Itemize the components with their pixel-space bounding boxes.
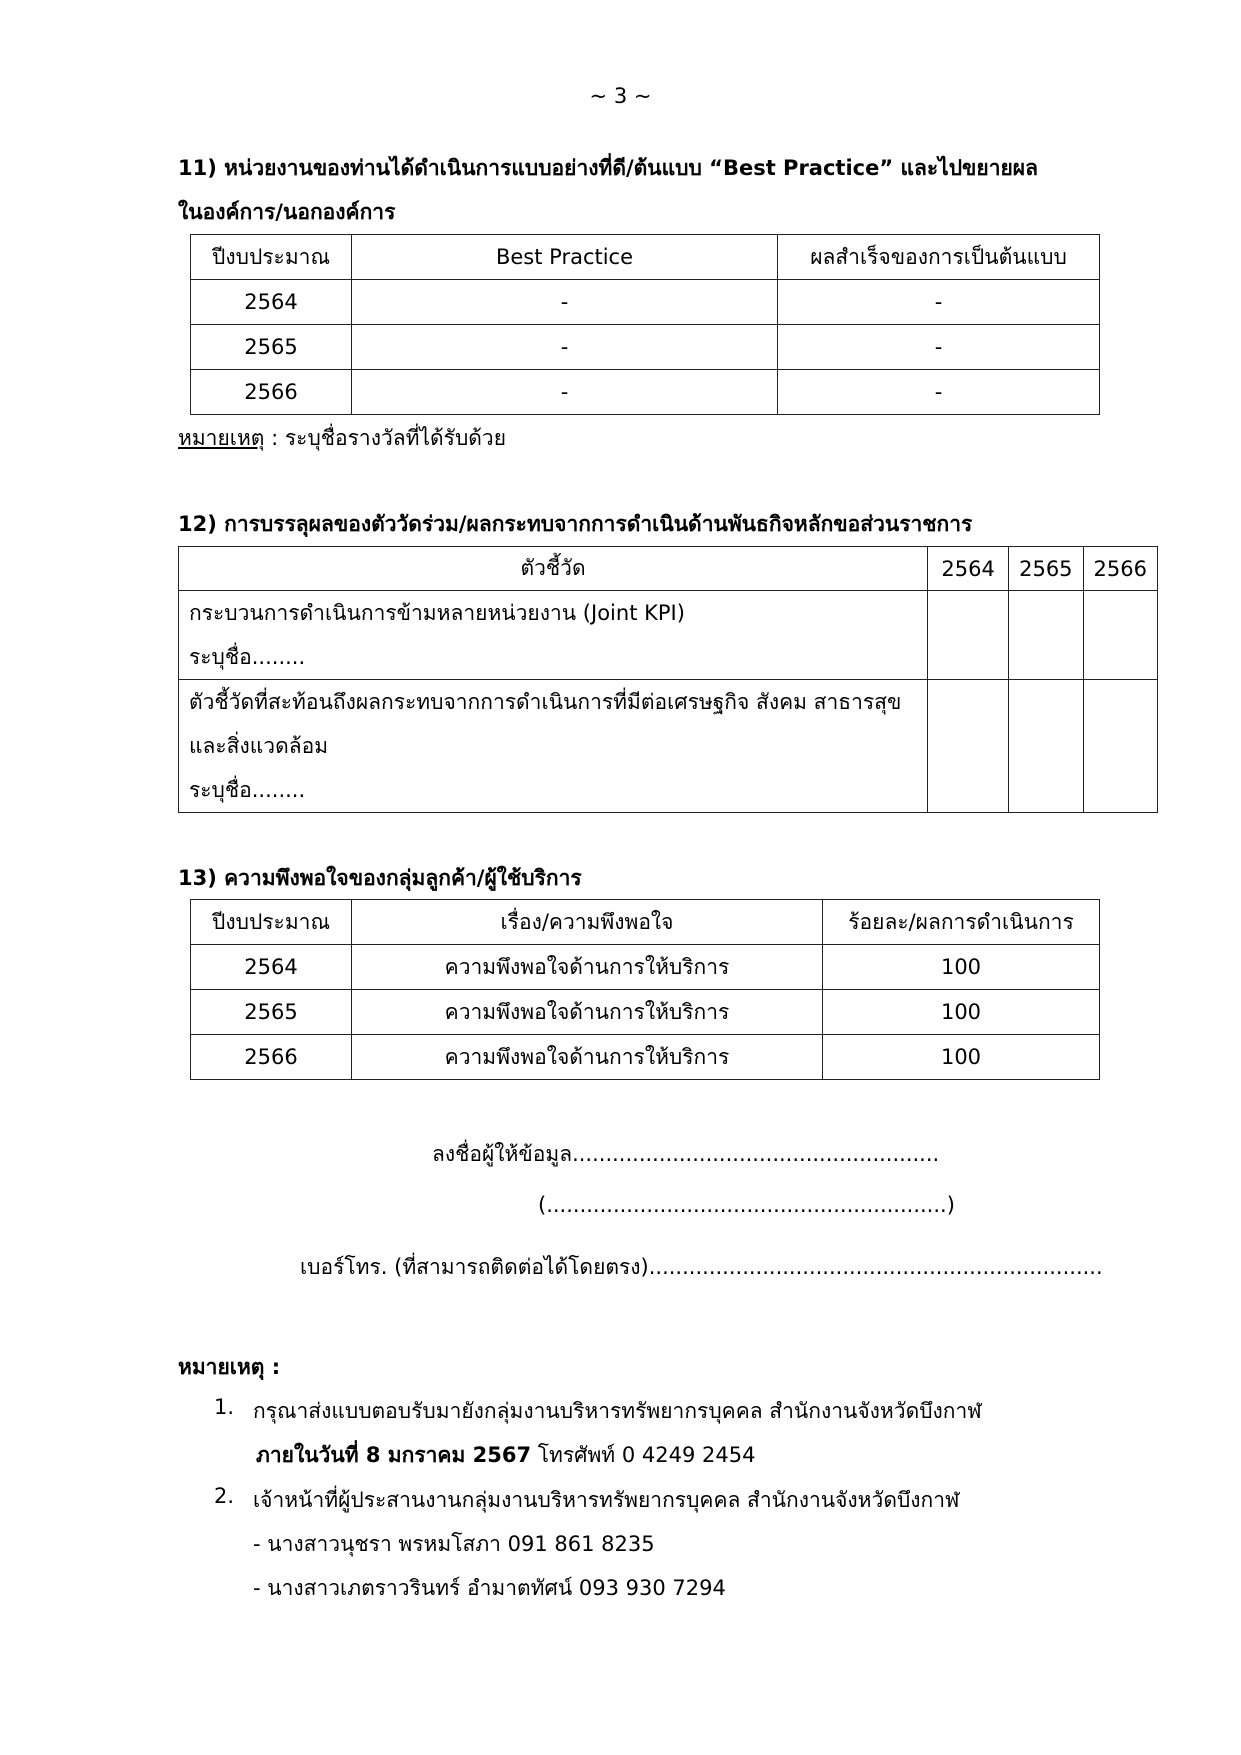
table-row: [179, 591, 1158, 680]
contact-2: - นางสาวเภตราวรินทร์ อำมาตทัศน์ 093 930 7294: [253, 1576, 726, 1600]
remark-2-number: 2.: [214, 1484, 235, 1508]
phone-line: เบอร์โทร. (ที่สามารถติดต่อได้โดยตรง)....................................................................: [300, 1255, 1103, 1279]
note-label: หมายเหตุ: [178, 426, 265, 450]
cell-empty: [1009, 680, 1083, 813]
cell-year: 2565: [191, 325, 352, 370]
signer-name-line: (............................................................): [538, 1193, 955, 1217]
cell-best-practice: -: [352, 370, 778, 415]
table-header-row: [191, 900, 1100, 945]
cell-empty: [928, 591, 1009, 680]
cell-joint-kpi: [179, 591, 928, 680]
table-row: [191, 1035, 1100, 1080]
header-model-success: ผลสำเร็จของการเป็นต้นแบบ: [778, 235, 1100, 280]
cell-success: -: [778, 280, 1100, 325]
signer-line: ลงชื่อผู้ให้ข้อมูล.......................................................: [432, 1142, 940, 1166]
table-row: [191, 370, 1100, 415]
cell-best-practice: -: [352, 325, 778, 370]
header-fiscal-year: ปีงบประมาณ: [191, 900, 352, 945]
cell-success: -: [778, 325, 1100, 370]
cell-topic: ความพึงพอใจด้านการให้บริการ: [352, 990, 823, 1035]
table-row: [191, 325, 1100, 370]
kpi-table: [178, 546, 1158, 813]
contact-1: - นางสาวนุชรา พรหมโสภา 091 861 8235: [253, 1532, 655, 1556]
header-result-percent: ร้อยละ/ผลการดำเนินการ: [823, 900, 1100, 945]
impact-kpi-label-cont: และสิ่งแวดล้อม: [189, 734, 329, 758]
cell-percent: 100: [823, 1035, 1100, 1080]
header-year-2564: 2564: [928, 547, 1009, 591]
cell-topic: ความพึงพอใจด้านการให้บริการ: [352, 945, 823, 990]
table-row: [191, 280, 1100, 325]
cell-year: 2566: [191, 1035, 352, 1080]
header-year-2566: 2566: [1083, 547, 1157, 591]
header-satisfaction-topic: เรื่อง/ความพึงพอใจ: [352, 900, 823, 945]
section-11-title-line2: ในองค์การ/นอกองค์การ: [178, 200, 396, 224]
header-fiscal-year: ปีงบประมาณ: [191, 235, 352, 280]
best-practice-table: [190, 234, 1100, 415]
header-indicator: ตัวชี้วัด: [179, 547, 928, 591]
note-text: : ระบุชื่อรางวัลที่ได้รับด้วย: [264, 426, 507, 450]
cell-empty: [928, 680, 1009, 813]
cell-year: 2565: [191, 990, 352, 1035]
table-row: [179, 680, 1158, 813]
remarks-heading: หมายเหตุ :: [178, 1355, 281, 1379]
satisfaction-table: [190, 899, 1100, 1080]
section-13-title: 13) ความพึงพอใจของกลุ่มลูกค้า/ผู้ใช้บริการ: [178, 866, 582, 890]
table-row: [191, 945, 1100, 990]
cell-best-practice: -: [352, 280, 778, 325]
table-header-row: [191, 235, 1100, 280]
cell-empty: [1083, 680, 1157, 813]
remark-1-line1: กรุณาส่งแบบตอบรับมายังกลุ่มงานบริหารทรัพยากรบุคคล สำนักงานจังหวัดบึงกาฬ: [253, 1399, 982, 1423]
cell-percent: 100: [823, 990, 1100, 1035]
cell-impact-kpi: [179, 680, 928, 813]
remark-1-phone: โทรศัพท์ 0 4249 2454: [531, 1443, 756, 1467]
table-row: [191, 990, 1100, 1035]
remark-1-number: 1.: [214, 1395, 235, 1419]
joint-kpi-label: กระบวนการดำเนินการข้ามหลายหน่วยงาน (Joint KPI): [189, 601, 685, 625]
remark-1-line2: [256, 1439, 755, 1472]
impact-kpi-name: ระบุชื่อ........: [189, 778, 306, 802]
header-year-2565: 2565: [1009, 547, 1083, 591]
cell-topic: ความพึงพอใจด้านการให้บริการ: [352, 1035, 823, 1080]
cell-year: 2566: [191, 370, 352, 415]
page-number: ~ 3 ~: [589, 84, 652, 108]
header-best-practice: Best Practice: [352, 235, 778, 280]
section-12-title: 12) การบรรลุผลของตัววัดร่วม/ผลกระทบจากการดำเนินด้านพันธกิจหลักขอส่วนราชการ: [178, 512, 973, 536]
cell-empty: [1083, 591, 1157, 680]
cell-percent: 100: [823, 945, 1100, 990]
cell-success: -: [778, 370, 1100, 415]
remark-1-deadline: ภายในวันที่ 8 มกราคม 2567: [256, 1443, 532, 1467]
cell-empty: [1009, 591, 1083, 680]
impact-kpi-label: ตัวชี้วัดที่สะท้อนถึงผลกระทบจากการดำเนินการที่มีต่อเศรษฐกิจ สังคม สาธารสุข: [189, 690, 902, 714]
table-header-row: [179, 547, 1158, 591]
section-11-title-line1: 11) หน่วยงานของท่านได้ดำเนินการแบบอย่างที่ดี/ต้นแบบ “Best Practice” และไปขยายผล: [178, 156, 1038, 180]
cell-year: 2564: [191, 280, 352, 325]
remark-2-line1: เจ้าหน้าที่ผู้ประสานงานกลุ่มงานบริหารทรัพยากรบุคคล สำนักงานจังหวัดบึงกาฬ: [253, 1488, 960, 1512]
cell-year: 2564: [191, 945, 352, 990]
section-11-note: [178, 422, 506, 455]
joint-kpi-name: ระบุชื่อ........: [189, 645, 306, 669]
